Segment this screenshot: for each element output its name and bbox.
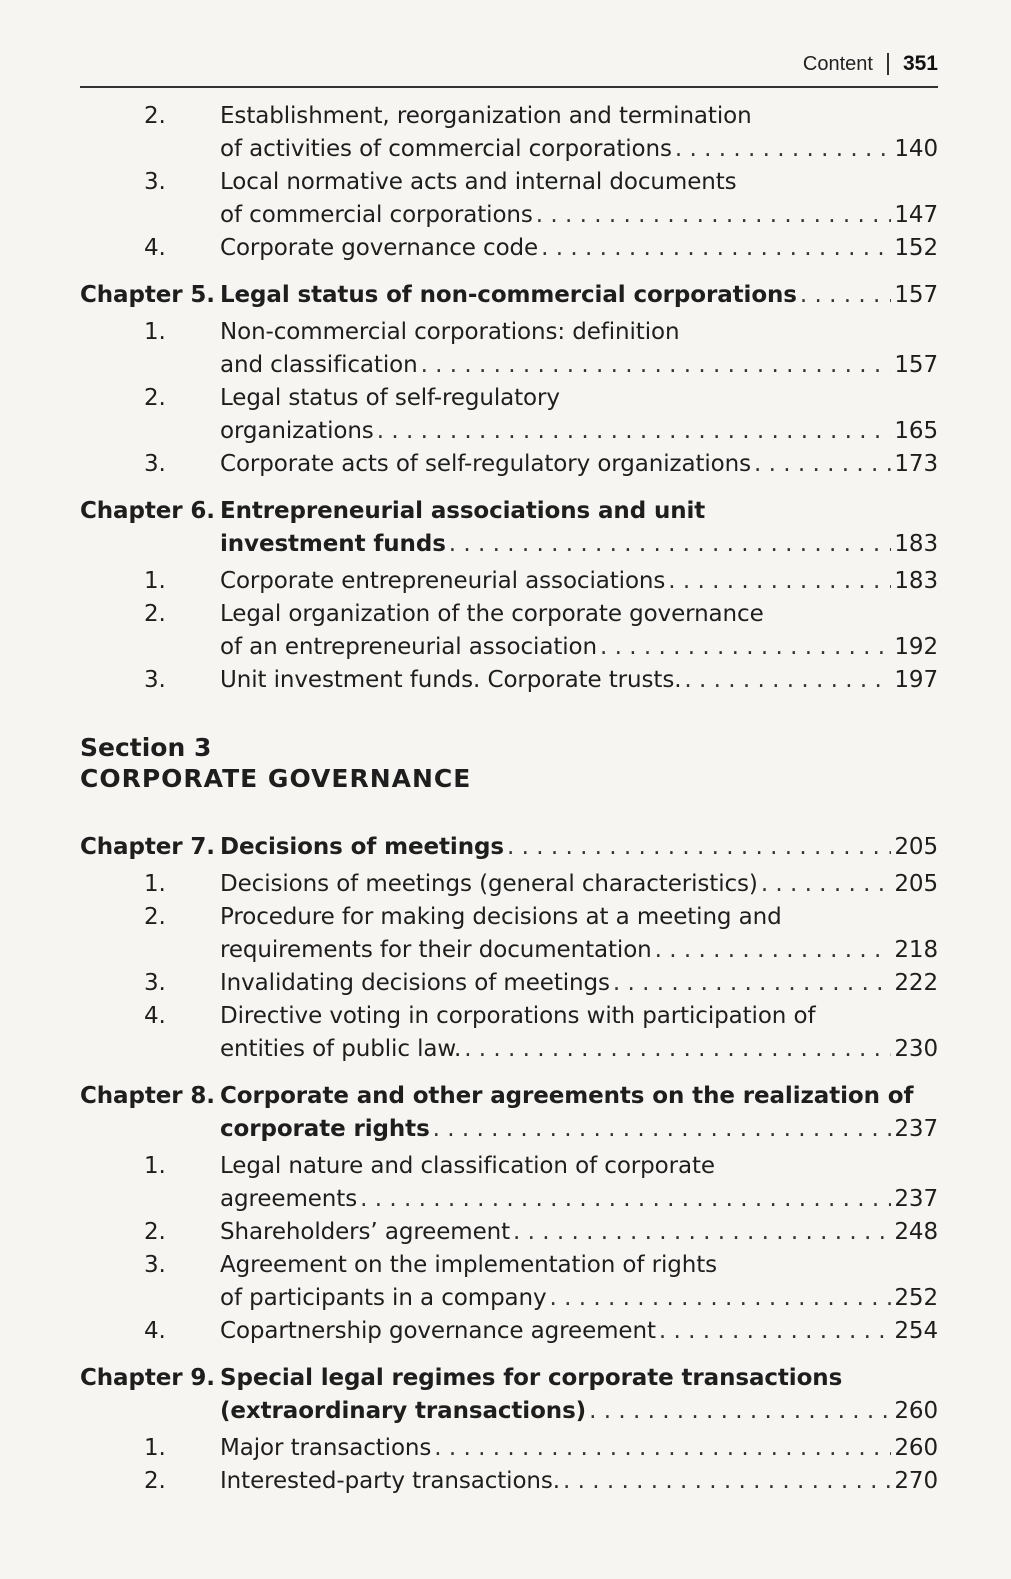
- entry-title: Agreement on the implementation of rights: [220, 1252, 718, 1278]
- toc-entry: [80, 1432, 938, 1465]
- toc-entry: [80, 166, 938, 232]
- entry-title: Invalidating decisions of meetings: [220, 970, 610, 996]
- chapter-title: Entrepreneurial associations and unit: [220, 498, 706, 524]
- section-label: Section 3: [80, 733, 212, 762]
- entry-number: 2.: [144, 904, 166, 930]
- leader-dots: [684, 664, 891, 697]
- entry-number: 3.: [144, 970, 166, 996]
- leader-dots: [754, 448, 891, 481]
- entry-title: of commercial corporations: [220, 202, 533, 228]
- toc-entry: [80, 1150, 938, 1216]
- chapter-title: Special legal regimes for corporate transactions: [220, 1365, 843, 1391]
- entry-page: 192: [894, 634, 938, 660]
- toc-entry: [80, 565, 938, 598]
- entry-title: entities of public law.: [220, 1036, 462, 1062]
- entry-number: 2.: [144, 601, 166, 627]
- entry-title: Shareholders’ agreement: [220, 1219, 511, 1245]
- entry-page: 173: [894, 451, 938, 477]
- header-label: Content: [802, 52, 873, 75]
- header-page-number: 351: [902, 52, 938, 75]
- leader-dots: [655, 934, 892, 967]
- chapter-title: Corporate and other agreements on the realization of: [220, 1083, 914, 1109]
- chapter-entry: [80, 279, 938, 312]
- leader-dots: [541, 232, 891, 265]
- entry-number: 4.: [144, 1003, 166, 1029]
- toc-entry: [80, 448, 938, 481]
- leader-dots: [675, 133, 892, 166]
- leader-dots: [800, 279, 891, 312]
- entry-title: Corporate entrepreneurial associations: [220, 568, 666, 594]
- entry-page: 183: [894, 568, 938, 594]
- entry-page: 152: [894, 235, 938, 261]
- leader-dots: [433, 1113, 892, 1146]
- section-heading: [80, 733, 938, 795]
- entry-title: requirements for their documentation: [220, 937, 652, 963]
- entry-number: 2.: [144, 103, 166, 129]
- entry-title: Legal nature and classification of corporate: [220, 1153, 715, 1179]
- entry-number: 3.: [144, 1252, 166, 1278]
- entry-number: 4.: [144, 235, 166, 261]
- entry-page: 140: [894, 136, 938, 162]
- entry-title: and classification: [220, 352, 418, 378]
- leader-dots: [563, 1465, 891, 1498]
- chapter-title: Legal status of non-commercial corporations: [220, 282, 797, 308]
- toc-entry: [80, 598, 938, 664]
- toc-entry: [80, 967, 938, 1000]
- entry-page: 248: [894, 1219, 938, 1245]
- chapter-page: 183: [894, 531, 938, 557]
- toc-entry: [80, 1249, 938, 1315]
- chapter-number: Chapter 5.: [80, 282, 215, 308]
- leader-dots: [507, 831, 891, 864]
- toc-entry: [80, 316, 938, 382]
- entry-title: Copartnership governance agreement: [220, 1318, 656, 1344]
- toc-entry: [80, 868, 938, 901]
- entry-title: Corporate governance code: [220, 235, 539, 261]
- entry-page: 157: [894, 352, 938, 378]
- entry-title: of activities of commercial corporations: [220, 136, 672, 162]
- chapter-entry: [80, 1080, 938, 1146]
- leader-dots: [613, 967, 891, 1000]
- chapter-page: 157: [894, 282, 938, 308]
- chapter-title: corporate rights: [220, 1116, 430, 1142]
- entry-page: 205: [894, 871, 938, 897]
- running-header: [80, 46, 938, 88]
- chapter-page: 205: [894, 834, 938, 860]
- entry-title: Non-commercial corporations: definition: [220, 319, 680, 345]
- toc-entry: [80, 1315, 938, 1348]
- chapter-page: 260: [894, 1398, 938, 1424]
- entry-title: Legal organization of the corporate governance: [220, 601, 764, 627]
- chapter-entry: [80, 1362, 938, 1428]
- toc-entry: [80, 901, 938, 967]
- entry-number: 1.: [144, 1435, 166, 1461]
- entry-title: organizations: [220, 418, 374, 444]
- entry-number: 2.: [144, 1219, 166, 1245]
- toc-entry: [80, 100, 938, 166]
- chapter-number: Chapter 8.: [80, 1083, 215, 1109]
- chapter-number: Chapter 6.: [80, 498, 215, 524]
- entry-number: 1.: [144, 871, 166, 897]
- toc-entry: [80, 1216, 938, 1249]
- entry-number: 3.: [144, 169, 166, 195]
- entry-page: 218: [894, 937, 938, 963]
- leader-dots: [668, 565, 891, 598]
- entry-page: 147: [894, 202, 938, 228]
- entry-page: 260: [894, 1435, 938, 1461]
- header-inner: [803, 52, 938, 76]
- entry-page: 165: [894, 418, 938, 444]
- leader-dots: [761, 868, 892, 901]
- chapter-title: investment funds: [220, 531, 446, 557]
- toc-entry: [80, 232, 938, 265]
- entry-number: 1.: [144, 568, 166, 594]
- chapter-title: (extraordinary transactions): [220, 1398, 587, 1424]
- entry-page: 197: [894, 667, 938, 693]
- leader-dots: [464, 1033, 891, 1066]
- entry-title: Major transactions: [220, 1435, 432, 1461]
- leader-dots: [589, 1395, 891, 1428]
- entry-page: 237: [894, 1186, 938, 1212]
- entry-title: Legal status of self-regulatory: [220, 385, 560, 411]
- chapter-page: 237: [894, 1116, 938, 1142]
- toc-entry: [80, 1465, 938, 1498]
- table-of-contents: [80, 100, 938, 1498]
- chapter-number: Chapter 7.: [80, 834, 215, 860]
- chapter-entry: [80, 831, 938, 864]
- leader-dots: [513, 1216, 891, 1249]
- entry-title: Decisions of meetings (general characteristics): [220, 871, 758, 897]
- entry-number: 3.: [144, 667, 166, 693]
- entry-title: of participants in a company: [220, 1285, 547, 1311]
- entry-title: Local normative acts and internal documents: [220, 169, 737, 195]
- leader-dots: [377, 415, 892, 448]
- entry-page: 270: [894, 1468, 938, 1494]
- entry-number: 1.: [144, 319, 166, 345]
- entry-title: of an entrepreneurial association: [220, 634, 597, 660]
- entry-title: Establishment, reorganization and termination: [220, 103, 752, 129]
- leader-dots: [600, 631, 891, 664]
- chapter-number: Chapter 9.: [80, 1365, 215, 1391]
- leader-dots: [434, 1432, 891, 1465]
- entry-title: Corporate acts of self-regulatory organizations: [220, 451, 752, 477]
- toc-entry: [80, 382, 938, 448]
- header-divider: [887, 53, 889, 75]
- entry-number: 3.: [144, 451, 166, 477]
- toc-entry: [80, 1000, 938, 1066]
- entry-number: 2.: [144, 1468, 166, 1494]
- leader-dots: [421, 349, 892, 382]
- leader-dots: [360, 1183, 891, 1216]
- entry-number: 2.: [144, 385, 166, 411]
- toc-entry: [80, 664, 938, 697]
- entry-page: 230: [894, 1036, 938, 1062]
- leader-dots: [659, 1315, 892, 1348]
- section-title: CORPORATE GOVERNANCE: [80, 764, 472, 793]
- leader-dots: [550, 1282, 892, 1315]
- entry-page: 254: [894, 1318, 938, 1344]
- leader-dots: [449, 528, 892, 561]
- entry-title: Procedure for making decisions at a meeting and: [220, 904, 782, 930]
- entry-page: 222: [894, 970, 938, 996]
- chapter-entry: [80, 495, 938, 561]
- entry-title: agreements: [220, 1186, 358, 1212]
- entry-title: Unit investment funds. Corporate trusts.: [220, 667, 682, 693]
- entry-number: 4.: [144, 1318, 166, 1344]
- entry-title: Directive voting in corporations with participation of: [220, 1003, 816, 1029]
- entry-title: Interested-party transactions.: [220, 1468, 560, 1494]
- entry-page: 252: [894, 1285, 938, 1311]
- entry-number: 1.: [144, 1153, 166, 1179]
- chapter-title: Decisions of meetings: [220, 834, 504, 860]
- leader-dots: [536, 199, 892, 232]
